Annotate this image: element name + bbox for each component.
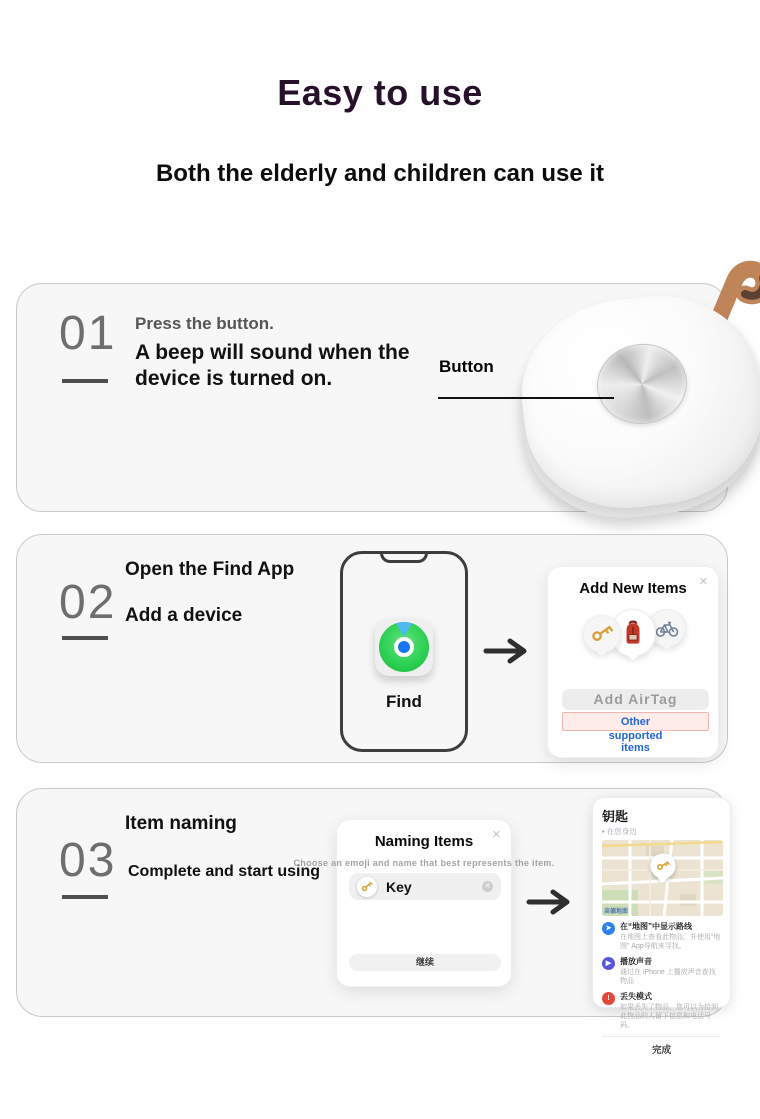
add-new-items-dialog (547, 566, 719, 758)
step-2-underline (62, 636, 108, 640)
lost-mode-icon: ! (602, 992, 615, 1005)
step-3-number: 03 (59, 834, 117, 887)
phone-mockup (340, 551, 468, 752)
step-1-body: A beep will sound when the device is turned on. (135, 341, 410, 390)
find-app-icon (379, 622, 429, 672)
close-icon[interactable]: ✕ (491, 829, 501, 841)
item-title: 钥匙 (602, 809, 629, 824)
step-3-line1: Item naming (125, 813, 237, 834)
dialog-title: Add New Items (579, 580, 687, 597)
find-app-tile[interactable] (375, 618, 433, 676)
find-app-item-panel (592, 797, 731, 1056)
key-icon (591, 623, 613, 645)
step-2-line2: Add a device (125, 605, 243, 626)
step-2-number: 02 (59, 576, 117, 629)
directions-icon: ➤ (602, 922, 615, 935)
step-3-card (16, 788, 728, 1056)
bicycle-icon (655, 616, 679, 640)
play-sound-row[interactable]: ▶ 播放声音 通过在 iPhone 上播放声音查找物品 (602, 956, 721, 986)
naming-hint-text: Choose an emoji and name that best represents the item. (293, 858, 555, 868)
naming-items-dialog (293, 819, 555, 987)
step-1-number: 01 (59, 307, 117, 360)
button-callout-line (438, 397, 614, 399)
step-1-underline (62, 379, 108, 383)
map-view[interactable] (602, 840, 723, 916)
item-name-input[interactable] (349, 873, 501, 900)
arrow-right-icon (526, 889, 574, 915)
step-1-heading: Press the button. (135, 314, 274, 333)
tracker-device-image (505, 268, 760, 530)
step-3-underline (62, 895, 108, 899)
clear-input-icon[interactable]: ✕ (482, 881, 493, 892)
page-subtitle: Both the elderly and children can use it (155, 160, 605, 187)
key-icon (361, 881, 373, 893)
close-icon[interactable]: ✕ (698, 576, 708, 588)
step-2-line1: Open the Find App (125, 559, 295, 580)
item-location-status: • 在您身边 (602, 827, 637, 836)
add-airtag-button[interactable]: Add AirTag (562, 689, 709, 710)
backpack-icon (620, 619, 646, 647)
other-supported-items-box[interactable]: Other (562, 712, 709, 731)
done-button[interactable]: 完成 (651, 1045, 671, 1056)
item-map-pin[interactable] (650, 853, 675, 878)
other-supported-items-link[interactable]: Other supported items (562, 712, 709, 754)
step-2-card (16, 534, 728, 763)
page-title: Easy to use (277, 72, 483, 113)
map-watermark: 高德地图 (604, 909, 629, 915)
item-name-value: Key (386, 878, 412, 895)
phone-notch (380, 553, 428, 563)
radar-beam-icon (393, 622, 415, 637)
lost-mode-row[interactable]: ! 丢失模式 如果丢失了物品，您可以为拾到此物品的人留下信息和电话号码。 (602, 991, 721, 1030)
arrow-right-icon (483, 638, 531, 664)
key-item-bubble (583, 615, 621, 653)
key-icon (656, 859, 669, 872)
location-dot-icon (394, 637, 414, 657)
key-emoji-badge (357, 877, 377, 897)
find-app-label: Find (386, 692, 422, 711)
show-route-row[interactable]: ➤ 在“地图”中显示路线 在地图上查看此物品，并使用“地图” App导航来寻找。 (602, 921, 721, 951)
continue-button[interactable]: 继续 (349, 954, 501, 971)
dialog-title: Naming Items (374, 833, 474, 850)
step-3-line2: Complete and start using (128, 863, 321, 880)
play-sound-icon: ▶ (602, 957, 615, 970)
step-1-card (16, 283, 728, 512)
button-callout-label: Button (439, 357, 494, 376)
